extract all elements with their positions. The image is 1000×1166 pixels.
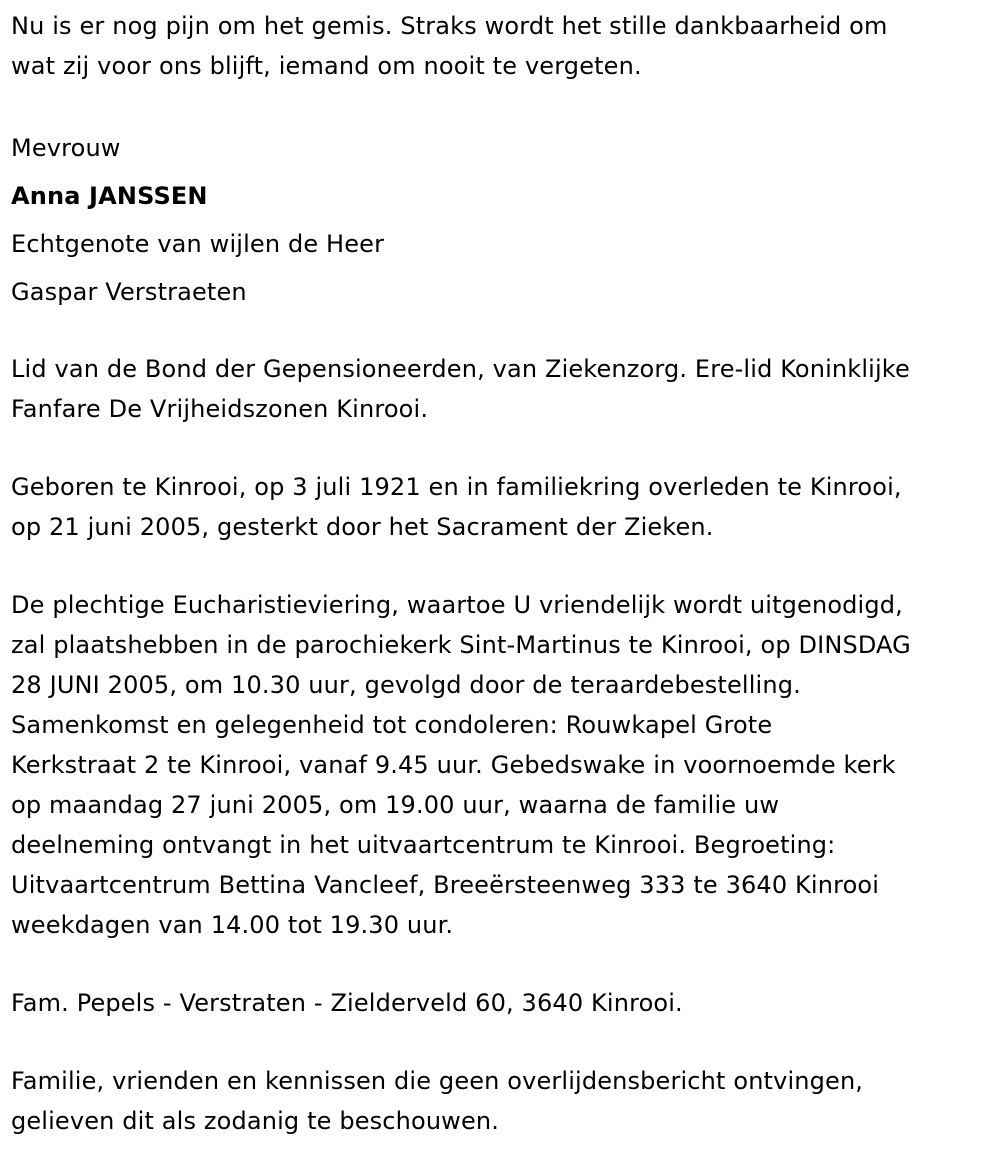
ceremony-line: De plechtige Eucharistieviering, waartoe U vriendelijk wordt uitgenodigd, bbox=[11, 591, 903, 619]
ceremony-line: weekdagen van 14.00 tot 19.30 uur. bbox=[11, 911, 454, 939]
ceremony-paragraph bbox=[11, 585, 996, 945]
intro-line: Nu is er nog pijn om het gemis. Straks wordt het stille dankbaarheid om bbox=[11, 12, 888, 40]
closing-paragraph bbox=[11, 1061, 996, 1141]
ceremony-line: Uitvaartcentrum Bettina Vancleef, Breeërsteenweg 333 te 3640 Kinrooi bbox=[11, 871, 880, 899]
membership-line: Fanfare De Vrijheidszonen Kinrooi. bbox=[11, 395, 429, 423]
closing-line: Familie, vrienden en kennissen die geen overlijdensbericht ontvingen, bbox=[11, 1067, 864, 1095]
ceremony-line: 28 JUNI 2005, om 10.30 uur, gevolgd door de teraardebestelling. bbox=[11, 671, 801, 699]
person-spouse: Gaspar Verstraeten bbox=[11, 278, 247, 306]
birth-death-paragraph bbox=[11, 467, 996, 547]
ceremony-line: deelneming ontvangt in het uitvaartcentrum te Kinrooi. Begroeting: bbox=[11, 831, 836, 859]
person-relation: Echtgenote van wijlen de Heer bbox=[11, 230, 385, 258]
closing-line: gelieven dit als zodanig te beschouwen. bbox=[11, 1107, 500, 1135]
membership-paragraph bbox=[11, 349, 996, 429]
intro-paragraph bbox=[11, 6, 996, 86]
person-block bbox=[11, 124, 996, 316]
birth-death-line: Geboren te Kinrooi, op 3 juli 1921 en in familiekring overleden te Kinrooi, bbox=[11, 473, 902, 501]
membership-line: Lid van de Bond der Gepensioneerden, van Ziekenzorg. Ere-lid Koninklijke bbox=[11, 355, 910, 383]
ceremony-line: op maandag 27 juni 2005, om 19.00 uur, waarna de familie uw bbox=[11, 791, 780, 819]
birth-death-line: op 21 juni 2005, gesterkt door het Sacrament der Zieken. bbox=[11, 513, 714, 541]
obituary-notice bbox=[11, 6, 996, 1141]
person-title: Mevrouw bbox=[11, 134, 121, 162]
person-name: Anna JANSSEN bbox=[11, 182, 208, 210]
ceremony-line: Kerkstraat 2 te Kinrooi, vanaf 9.45 uur. Gebedswake in voornoemde kerk bbox=[11, 751, 896, 779]
ceremony-line: Samenkomst en gelegenheid tot condoleren: Rouwkapel Grote bbox=[11, 711, 773, 739]
intro-line: wat zij voor ons blijft, iemand om nooit te vergeten. bbox=[11, 52, 642, 80]
family-line: Fam. Pepels - Verstraten - Zielderveld 60, 3640 Kinrooi. bbox=[11, 989, 683, 1017]
family-address bbox=[11, 983, 996, 1023]
ceremony-line: zal plaatshebben in de parochiekerk Sint-Martinus te Kinrooi, op DINSDAG bbox=[11, 631, 911, 659]
